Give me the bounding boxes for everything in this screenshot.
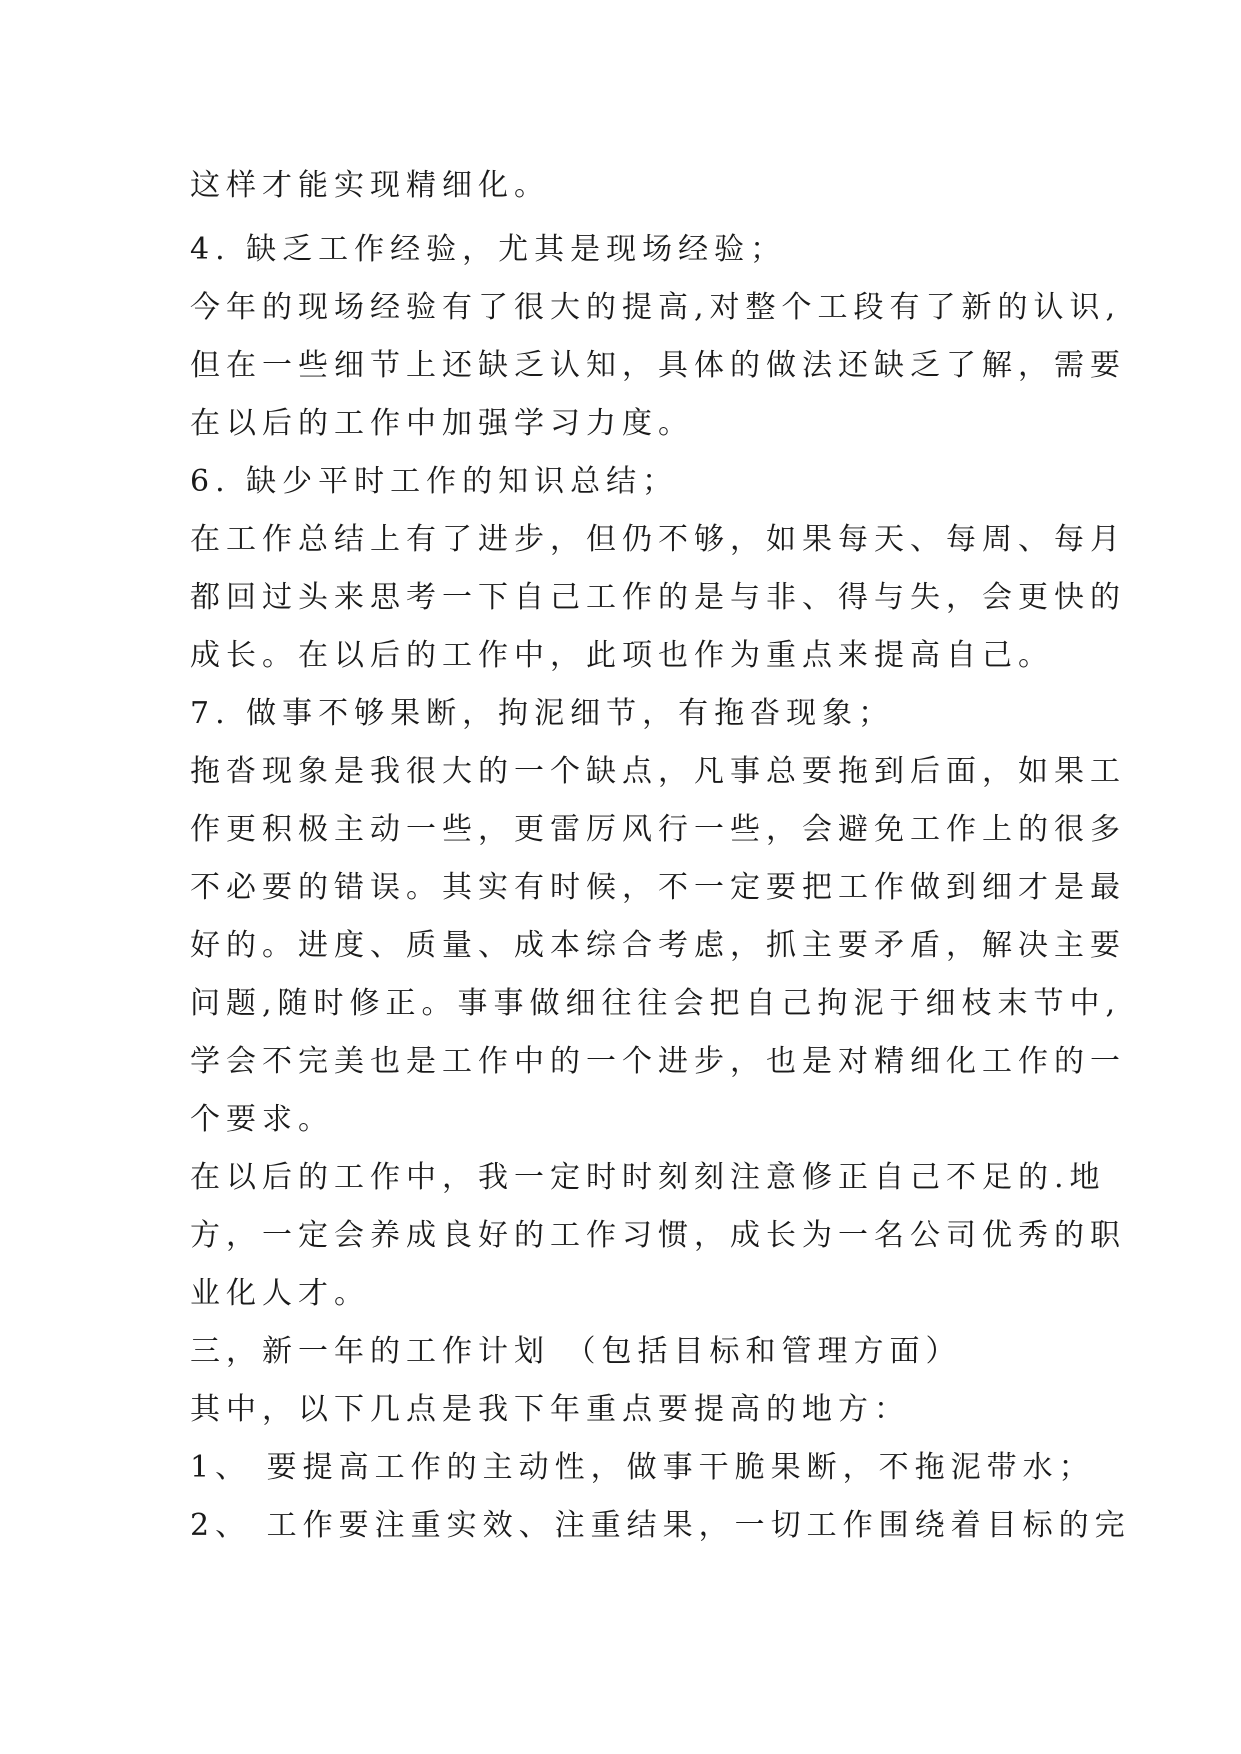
text-line-23: 1、 要提高工作的主动性，做事干脆果断，不拖泥带水； [190, 1450, 1095, 1485]
text-line-10: 7. 做事不够果断，拘泥细节，有拖沓现象； [190, 696, 895, 731]
text-line-17: 个要求。 [190, 1102, 334, 1137]
text-line-7: 在工作总结上有了进步，但仍不够，如果每天、每周、每月 [190, 522, 1126, 557]
text-line-16: 学会不完美也是工作中的一个进步，也是对精细化工作的一 [190, 1044, 1126, 1079]
text-line-13: 不必要的错误。其实有时候，不一定要把工作做到细才是最 [190, 870, 1126, 905]
text-line-19: 方，一定会养成良好的工作习惯，成长为一名公司优秀的职 [190, 1218, 1126, 1253]
text-line-18: 在以后的工作中，我一定时时刻刻注意修正自己不足的.地 [190, 1160, 1106, 1195]
text-line-8: 都回过头来思考一下自己工作的是与非、得与失，会更快的 [190, 580, 1126, 615]
text-line-22: 其中，以下几点是我下年重点要提高的地方： [190, 1392, 910, 1427]
text-line-11: 拖沓现象是我很大的一个缺点，凡事总要拖到后面，如果工 [190, 754, 1126, 789]
text-line-15: 问题,随时修正。事事做细往往会把自己拘泥于细枝末节中, [190, 986, 1122, 1021]
text-line-5: 在以后的工作中加强学习力度。 [190, 406, 694, 441]
text-line-14: 好的。进度、质量、成本综合考虑，抓主要矛盾，解决主要 [190, 928, 1126, 963]
text-line-6: 6. 缺少平时工作的知识总结； [190, 464, 679, 499]
text-line-21: 三，新一年的工作计划 （包括目标和管理方面） [190, 1334, 962, 1369]
text-line-20: 业化人才。 [190, 1276, 370, 1311]
text-line-24: 2、 工作要注重实效、注重结果，一切工作围绕着目标的完 [190, 1508, 1131, 1543]
text-line-9: 成长。在以后的工作中，此项也作为重点来提高自己。 [190, 638, 1054, 673]
text-line-1: 这样才能实现精细化。 [190, 168, 550, 203]
text-line-12: 作更积极主动一些，更雷厉风行一些，会避免工作上的很多 [190, 812, 1126, 847]
text-line-3: 今年的现场经验有了很大的提高,对整个工段有了新的认识, [190, 290, 1122, 325]
text-line-2: 4. 缺乏工作经验，尤其是现场经验； [190, 232, 787, 267]
text-line-4: 但在一些细节上还缺乏认知，具体的做法还缺乏了解，需要 [190, 348, 1126, 383]
